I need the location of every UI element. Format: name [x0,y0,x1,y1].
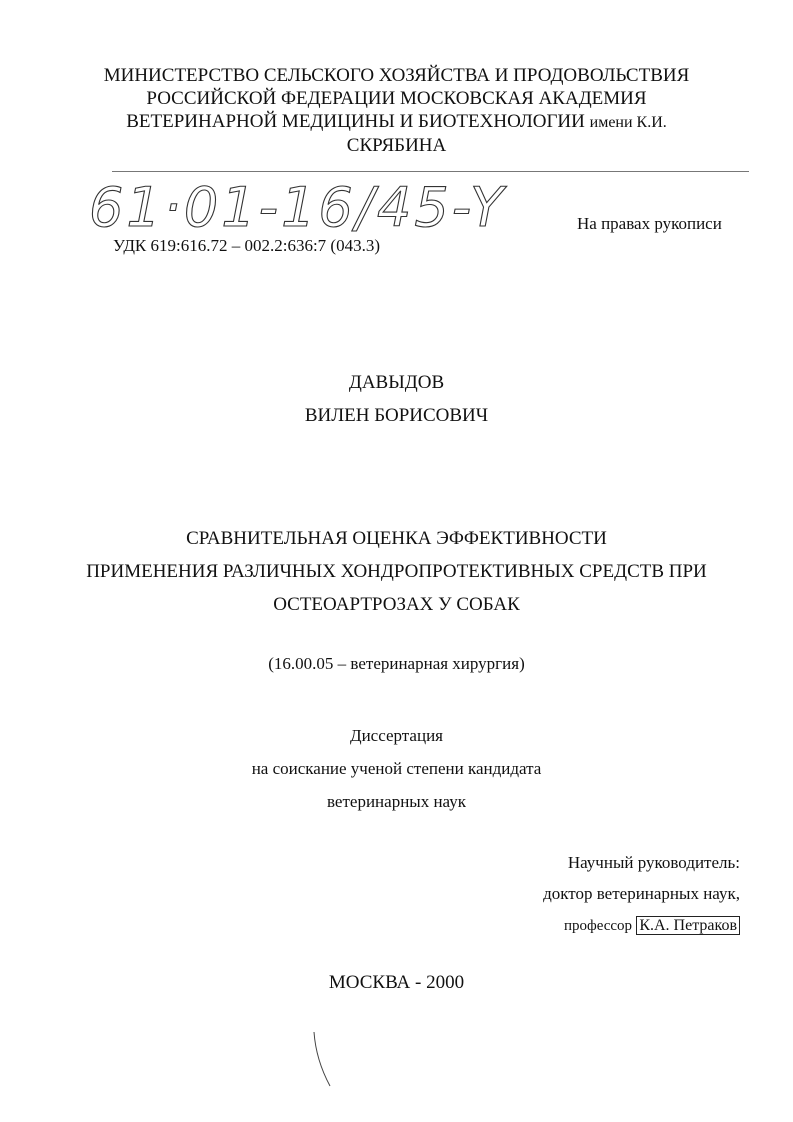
supervisor-degree: доктор ветеринарных наук, [543,884,740,903]
specialty-code: (16.00.05 – ветеринарная хирургия) [268,654,525,673]
title-line-2: ПРИМЕНЕНИЯ РАЗЛИЧНЫХ ХОНДРОПРОТЕКТИВНЫХ СРЕДСТВ ПРИ [86,561,707,582]
thesis-title [0,522,793,621]
pen-stroke-mark [310,1030,340,1090]
supervisor-label: Научный руководитель: [567,853,740,872]
handwritten-code-annotation [85,168,555,243]
author-surname: ДАВЫДОВ [348,372,445,393]
ministry-line-3-small: имени К.И. [589,114,667,131]
rights-note: На правах рукописи [577,214,722,233]
supervisor-block [543,847,740,942]
supervisor-name: К.А. Петраков [636,916,740,935]
ministry-line-3-main: ВЕТЕРИНАРНОЙ МЕДИЦИНЫ И БИОТЕХНОЛОГИИ [126,111,585,132]
supervisor-title: профессор [563,918,633,934]
udk-code: УДК 619:616.72 – 002.2:636:7 (043.3) [113,236,380,255]
handwritten-code: 61·01-16/45-Y [89,176,507,239]
dissertation-line-1: Диссертация [349,726,443,745]
title-line-1: СРАВНИТЕЛЬНАЯ ОЦЕНКА ЭФФЕКТИВНОСТИ [186,528,607,549]
city-year: МОСКВА - 2000 [328,972,465,993]
author-block [0,366,793,432]
supervisor-title-line [543,909,740,942]
title-line-3: ОСТЕОАРТРОЗАХ У СОБАК [273,594,520,615]
ministry-line-1: МИНИСТЕРСТВО СЕЛЬСКОГО ХОЗЯЙСТВА И ПРОДОВОЛЬСТВИЯ [103,65,690,86]
dissertation-line-3: ветеринарных наук [327,792,466,811]
ministry-line-2: РОССИЙСКОЙ ФЕДЕРАЦИИ МОСКОВСКАЯ АКАДЕМИЯ [146,88,647,109]
ministry-line-3 [0,110,793,134]
dissertation-line-2: на соискание ученой степени кандидата [251,759,542,778]
dissertation-block [0,719,793,818]
ministry-header [0,64,793,157]
ministry-line-4: СКРЯБИНА [346,135,447,156]
author-name: ВИЛЕН БОРИСОВИЧ [304,405,489,426]
